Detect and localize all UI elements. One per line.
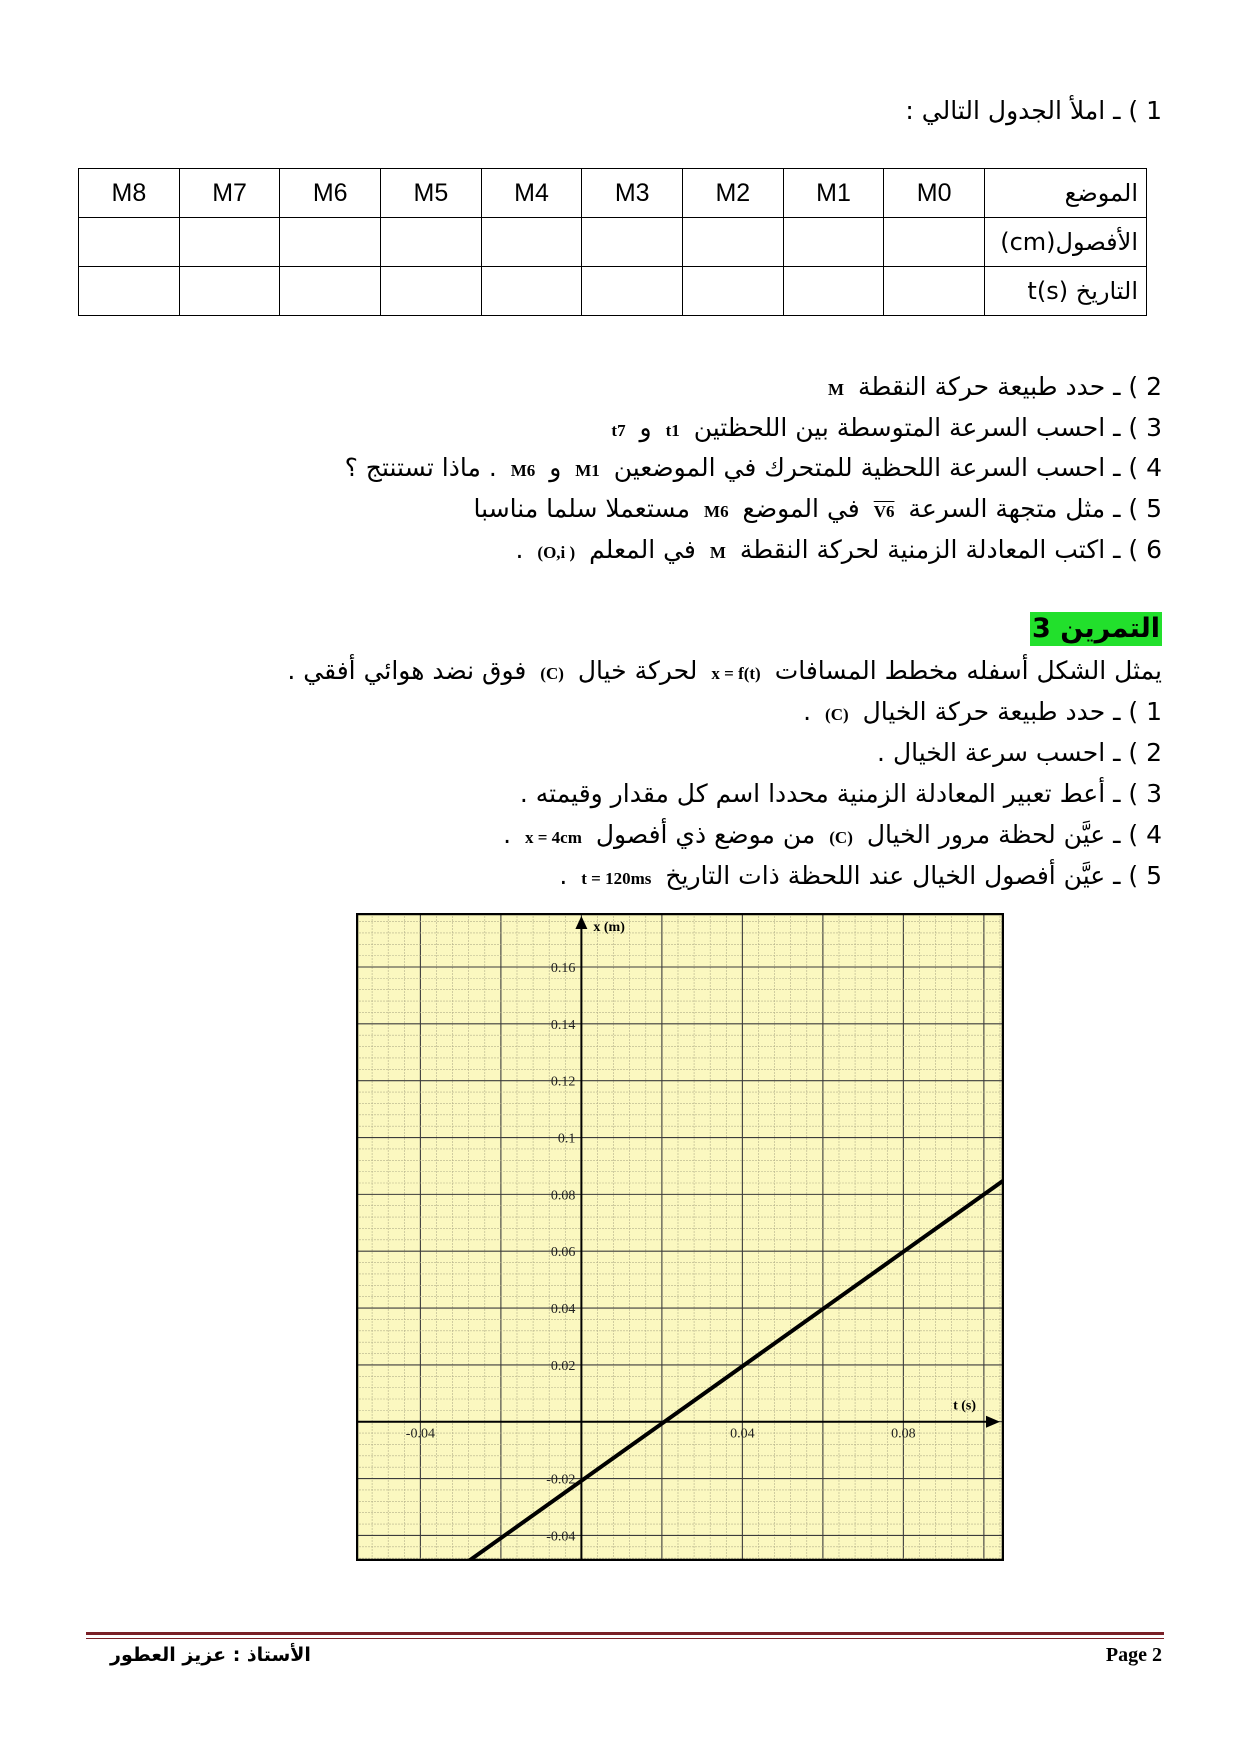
positions-table	[78, 168, 1147, 316]
ex3-question-2: 2 ) ـ احسب سرعة الخيال .	[877, 738, 1162, 767]
conjunction: و	[549, 453, 562, 482]
ex3-question-5-text: 5 ) ـ عيَّن أفصول الخيال عند اللحظة ذات التاريخ	[665, 861, 1162, 890]
y-tick-label: 0.06	[550, 1245, 576, 1261]
ex3-question-4-end: .	[503, 820, 512, 849]
question-5-mid: في الموضع	[742, 494, 860, 523]
table-cell-empty[interactable]	[381, 267, 482, 316]
position-time-chart	[356, 913, 1004, 1561]
table-cell-empty[interactable]	[884, 267, 985, 316]
ex3-question-4-text: 4 ) ـ عيَّن لحظة مرور الخيال	[866, 820, 1162, 849]
table-row	[79, 218, 1147, 267]
table-cell-position: M0	[884, 169, 985, 218]
symbol-c: (C)	[825, 705, 849, 724]
question-2	[822, 372, 1162, 405]
y-tick-label: 0.04	[550, 1302, 576, 1318]
y-tick-label: -0.04	[546, 1529, 576, 1545]
table-cell-empty[interactable]	[884, 218, 985, 267]
question-5	[474, 494, 1162, 527]
intro-text: يمثل الشكل أسفله مخطط المسافات	[774, 656, 1162, 685]
table-cell-empty[interactable]	[683, 218, 784, 267]
table-header-position: الموضع	[985, 169, 1147, 218]
y-tick-label: 0.16	[550, 961, 576, 976]
table-cell-empty[interactable]	[783, 267, 884, 316]
question-2-text: 2 ) ـ حدد طبيعة حركة النقطة	[857, 372, 1162, 401]
table-cell-empty[interactable]	[280, 218, 381, 267]
footer-rule	[86, 1632, 1164, 1635]
y-tick-label: 0.12	[550, 1074, 576, 1090]
table-cell-empty[interactable]	[381, 218, 482, 267]
y-tick-label: 0.08	[550, 1188, 576, 1204]
value-x-4cm: x = 4cm	[524, 828, 582, 847]
question-4-text: 4 ) ـ احسب السرعة اللحظية للمتحرك في الموضعين	[613, 453, 1162, 482]
table-cell-position: M5	[381, 169, 482, 218]
symbol-t7: t7	[611, 421, 626, 440]
table-cell-position: M8	[79, 169, 180, 218]
ex3-question-5	[559, 861, 1162, 894]
ex3-question-1-text: 1 ) ـ حدد طبيعة حركة الخيال	[862, 697, 1162, 726]
x-axis-label: t (s)	[953, 1398, 976, 1414]
question-6	[516, 535, 1162, 568]
x-tick-label: -0.04	[405, 1426, 435, 1442]
table-row	[79, 169, 1147, 218]
table-cell-position: M4	[481, 169, 582, 218]
y-axis-label: x (m)	[593, 920, 625, 935]
table-cell-empty[interactable]	[683, 267, 784, 316]
symbol-t1: t1	[665, 421, 680, 440]
table-header-abscissa: الأفصول(cm)	[985, 218, 1147, 267]
ex3-question-1-end: .	[803, 697, 812, 726]
y-tick-label: 0.14	[550, 1017, 576, 1033]
table-cell-empty[interactable]	[783, 218, 884, 267]
intro-text: فوق نضد هوائي أفقي .	[287, 656, 527, 685]
question-6-end: .	[515, 535, 524, 564]
ex3-question-1	[803, 697, 1162, 730]
table-cell-position: M6	[280, 169, 381, 218]
question-6-text: 6 ) ـ اكتب المعادلة الزمنية لحركة النقطة	[739, 535, 1162, 564]
y-tick-label: -0.02	[546, 1472, 576, 1488]
ex3-question-3: 3 ) ـ أعط تعبير المعادلة الزمنية محددا اسم كل مقدار وقيمته .	[519, 779, 1162, 808]
question-4-end: . ماذا تستنتج ؟	[344, 453, 497, 482]
table-cell-empty[interactable]	[582, 218, 683, 267]
table-cell-empty[interactable]	[582, 267, 683, 316]
footer-page-number: Page 2	[1105, 1644, 1162, 1666]
symbol-m1: M1	[575, 461, 600, 480]
symbol-c: (C)	[829, 828, 853, 847]
question-5-text: 5 ) ـ مثل متجهة السرعة	[908, 494, 1162, 523]
symbol-m: M	[827, 380, 844, 399]
intro-text: لحركة خيال	[577, 656, 698, 685]
table-cell-empty[interactable]	[79, 267, 180, 316]
table-cell-empty[interactable]	[280, 267, 381, 316]
x-tick-label: 0.08	[891, 1426, 916, 1442]
conjunction: و	[639, 413, 652, 442]
table-header-time: التاريخ (s)t	[985, 267, 1147, 316]
y-tick-label: 0.1	[557, 1131, 576, 1147]
equation-x-ft: x = f(t)	[711, 664, 761, 683]
symbol-c: (C)	[540, 664, 564, 683]
footer-author: الأستاذ : عزيز العطور	[110, 1644, 311, 1666]
ex3-question-5-end: .	[559, 861, 568, 890]
y-tick-label: 0.02	[550, 1358, 576, 1374]
ex3-question-4-mid: من موضع ذي أفصول	[595, 820, 816, 849]
ex3-question-4	[503, 820, 1162, 853]
question-5-end: مستعملا سلما مناسبا	[473, 494, 691, 523]
question-6-mid: في المعلم	[589, 535, 696, 564]
table-cell-empty[interactable]	[481, 218, 582, 267]
symbol-m: M	[709, 543, 726, 562]
footer-rule	[86, 1638, 1164, 1639]
table-cell-position: M1	[783, 169, 884, 218]
table-row	[79, 267, 1147, 316]
question-4	[345, 453, 1162, 486]
chart-background	[356, 913, 1004, 1561]
symbol-m6: M6	[510, 461, 536, 480]
question-3-text: 3 ) ـ احسب السرعة المتوسطة بين اللحظتين	[693, 413, 1162, 442]
table-cell-empty[interactable]	[179, 218, 280, 267]
exercise-3-title: التمرين 3	[1032, 613, 1160, 644]
table-cell-position: M2	[683, 169, 784, 218]
table-cell-empty[interactable]	[179, 267, 280, 316]
question-3	[605, 413, 1162, 446]
value-t-120ms: t = 120ms	[581, 869, 652, 888]
symbol-m6: M6	[704, 502, 729, 521]
table-cell-empty[interactable]	[481, 267, 582, 316]
table-cell-position: M7	[179, 169, 280, 218]
table-cell-position: M3	[582, 169, 683, 218]
question-1: 1 ) ـ املأ الجدول التالي :	[905, 96, 1162, 125]
x-tick-label: 0.04	[730, 1426, 755, 1442]
vector-v6: V6	[873, 502, 895, 521]
exercise-3-intro	[287, 656, 1162, 689]
table-cell-empty[interactable]	[79, 218, 180, 267]
frame-oi: (O,i )	[537, 543, 576, 562]
